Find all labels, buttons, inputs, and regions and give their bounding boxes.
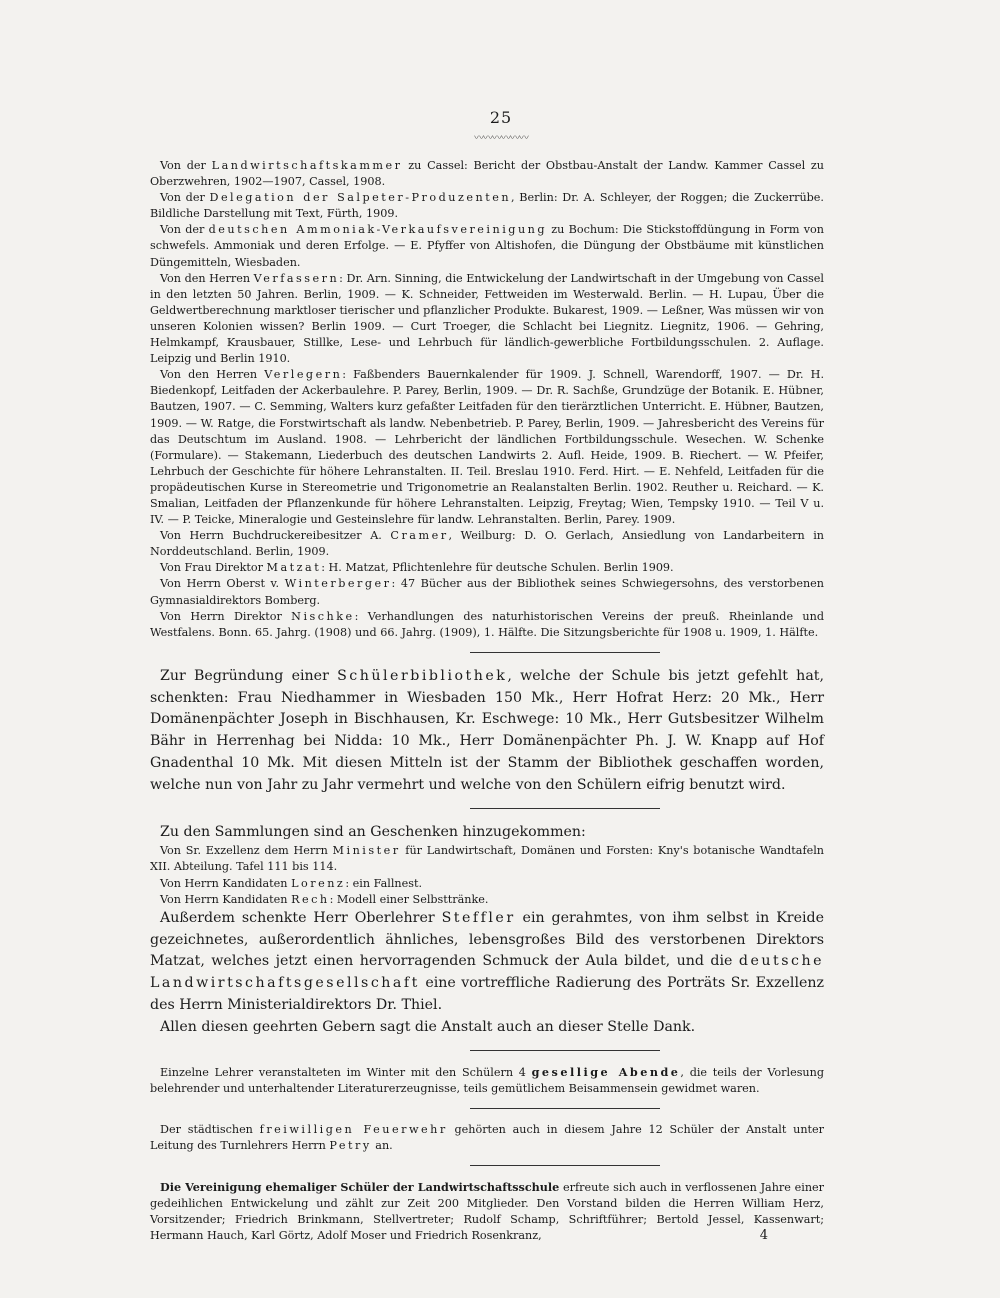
donation-entry: Von Herrn Direktor Nischke: Verhandlungen des naturhistorischen Vereins der preuß. Rheinlande und Westfalens. Bonn. 65. Jahrg. (1908) und 66. Jahrg. (1909), 1. Hälfte. Die Sitzungsberichte für 1908 u. 1909, 1. Hälfte. (150, 609, 824, 639)
fire-brigade-section (150, 1122, 824, 1154)
thanks-paragraph: Allen diesen geehrten Gebern sagt die Anstalt auch an dieser Stelle Dank. (160, 1018, 696, 1035)
donation-entry: Von Frau Direktor Matzat: H. Matzat, Pflichtenlehre für deutsche Schulen. Berlin 1909. (160, 561, 674, 575)
collection-entry: Von Herrn Kandidaten Rech: Modell einer Selbsttränke. (160, 892, 489, 906)
donation-entry: Von Herrn Buchdruckereibesitzer A. Cramer, Weilburg: D. O. Gerlach, Ansiedlung von Landarbeitern in Norddeutschland. Berlin, 1909. (150, 529, 824, 559)
collections-intro: Zu den Sammlungen sind an Geschenken hinzugekommen: (160, 823, 586, 840)
donation-entry: Von der deutschen Ammoniak-Verkaufsvereinigung zu Bochum: Die Stickstoffdüngung in Form von schwefels. Ammoniak und deren Erfolge. — E. Pfyffer von Altishofen, die Düngung der Obstbäume mit künstlichen Düngemitteln, Wiesbaden. (150, 223, 824, 269)
section-divider (470, 1050, 660, 1051)
donation-entry: Von den Herren Verfassern: Dr. Arn. Sinning, die Entwickelung der Landwirtschaft in der Umgebung von Cassel in den letzten 50 Jahren. Berlin, 1909. — K. Schneider, Fettweiden im Westerwald. Berlin. — H. Lupau, Über die Geldwertberechnung marktloser tierischer und pflanzlicher Produkte. Bukarest, 1909. — Leßner, Was müssen wir von unseren Kolonien wissen? Berlin 1909. — Curt Troeger, die Schlacht bei Liegnitz. Liegnitz, 1906. — Gehring, Helmkampf, Krausbauer, Stillke, Lese- und Lehrbuch für ländlich-gewerbliche Fortbildungsschulen. 2. Auflage. Leipzig und Berlin 1910. (150, 271, 824, 366)
donation-entry: Von den Herren Verlegern: Faßbenders Bauernkalender für 1909. J. Schnell, Warendorff, 1907. — Dr. H. Biedenkopf, Leitfaden der Ackerbaulehre. P. Parey, Berlin, 1909. — Dr. R. Sachße, Grundzüge der Botanik. E. Hübner, Bautzen, 1907. — C. Semming, Walters kurz gefaßter Leitfaden für den tierärztlichen Unterricht. E. Hübner, Bautzen, 1909. — W. Ratge, die Forstwirtschaft als landw. Nebenbetrieb. P. Parey, Berlin, 1909. — Jahresbericht des Vereins für das Deutschtum im Ausland. 1908. — Lehrbericht der ländlichen Fortbildungsschule. Wesechen. W. Schenke (Formulare). — Stakemann, Liederbuch des deutschen Landwirts 2. Aufl. Heide, 1909. B. Riechert. — W. Pfeifer, Lehrbuch der Geschichte für höhere Lehranstalten. II. Teil. Breslau 1910. Ferd. Hirt. — E. Nehfeld, Leitfaden für die propädeutischen Kurse in Stereometrie und Trigonometrie an Realanstalten Berlin. 1902. Reuther u. Reichard. — K. Smalian, Leitfaden der Pflanzenkunde für höhere Lehranstalten. Leipzig, Freytag; Wien, Tempsky 1910. — Teil V u. IV. — P. Teicke, Mineralogie und Gesteinslehre für landw. Lehranstalten. Berlin, Parey. 1909. (150, 368, 824, 527)
evenings-section (150, 1064, 824, 1097)
section-divider (470, 652, 660, 653)
donation-entry: Von der Delegation der Salpeter-Produzenten, Berlin: Dr. A. Schleyer, der Roggen; die Zuckerrübe. Bildliche Darstellung mit Text, Fürth, 1909. (150, 191, 824, 221)
fire-brigade-paragraph: Der städtischen freiwilligen Feuerwehr gehörten auch in diesem Jahre 12 Schüler der Anstalt unter Leitung des Turnlehrers Herrn Petry an. (150, 1122, 824, 1152)
section-divider (470, 1165, 660, 1166)
alumni-section (150, 1179, 824, 1244)
signature-mark: 4 (759, 1228, 768, 1243)
ornament: 〰〰〰〰〰〰 (474, 133, 528, 144)
alumni-paragraph: Die Vereinigung ehemaliger Schüler der Landwirtschaftsschule erfreute sich auch in verflossenen Jahre einer gedeihlichen Entwickelung und zählt zur Zeit 200 Mitglieder. Den Vorstand bilden die Herren William Herz, Vorsitzender; Friedrich Brinkmann, Stellvertreter; Rudolf Schamp, Schriftführer; Bertold Jessel, Kassenwart; Hermann Hauch, Karl Görtz, Adolf Moser und Friedrich Rosenkranz, (150, 1179, 824, 1243)
collection-entry: Von Herrn Kandidaten Lorenz: ein Fallnest. (160, 876, 423, 890)
section-divider (470, 808, 660, 809)
collection-entry: Von Sr. Exzellenz dem Herrn Minister für Landwirtschaft, Domänen und Forsten: Kny's botanische Wandtafeln XII. Abteilung. Tafel 111 bis 114. (150, 844, 824, 874)
section-divider (470, 1108, 660, 1109)
collections-section (150, 822, 824, 1039)
donation-entry: Von der Landwirtschaftskammer zu Cassel: Bericht der Obstbau-Anstalt der Landw. Kammer Cassel zu Oberzwehren, 1902—1907, Cassel, 1908. (150, 159, 825, 189)
portrait-paragraph: Außerdem schenkte Herr Oberlehrer Steffler ein gerahmtes, von ihm selbst in Kreide gezeichnetes, außerordentlich ähnliches, lebensgroßes Bild des verstorbenen Direktors Matzat, welches jetzt einen hervorragenden Schmuck der Aula bildet, und die deutsche Landwirtschaftsgesellschaft eine vortreffliche Radierung des Porträts Sr. Exzellenz des Herrn Ministerialdirektors Dr. Thiel. (150, 909, 824, 1013)
evenings-paragraph: Einzelne Lehrer veranstalteten im Winter mit den Schülern 4 gesellige Abende, die teils der Vorlesung belehrender und unterhaltender Literaturerzeugnisse, teils gemütlichem Beisammensein gewidmet waren. (150, 1064, 825, 1095)
library-paragraph: Zur Begründung einer Schülerbibliothek, welche der Schule bis jetzt gefehlt hat, schenkten: Frau Niedhammer in Wiesbaden 150 Mk., Herr Hofrat Herz: 20 Mk., Herr Domänenpächter Joseph in Bischhausen, Kr. Eschwege: 10 Mk., Herr Gutsbesitzer Wilhelm Bähr in Herrenhag bei Nidda: 10 Mk., Herr Domänenpächter Ph. J. W. Knapp auf Hof Gnadenthal 10 Mk. Mit diesen Mitteln ist der Stamm der Bibliothek geschaffen worden, welche nun von Jahr zu Jahr vermehrt und welche von den Schülern eifrig benutzt wird. (150, 667, 824, 793)
donation-entry: Von Herrn Oberst v. Winterberger: 47 Bücher aus der Bibliothek seines Schwiegersohns, des verstorbenen Gymnasialdirektors Bomberg. (150, 577, 824, 607)
donations-section (150, 158, 824, 641)
library-section (150, 666, 824, 797)
page-number: 25 (489, 108, 513, 127)
